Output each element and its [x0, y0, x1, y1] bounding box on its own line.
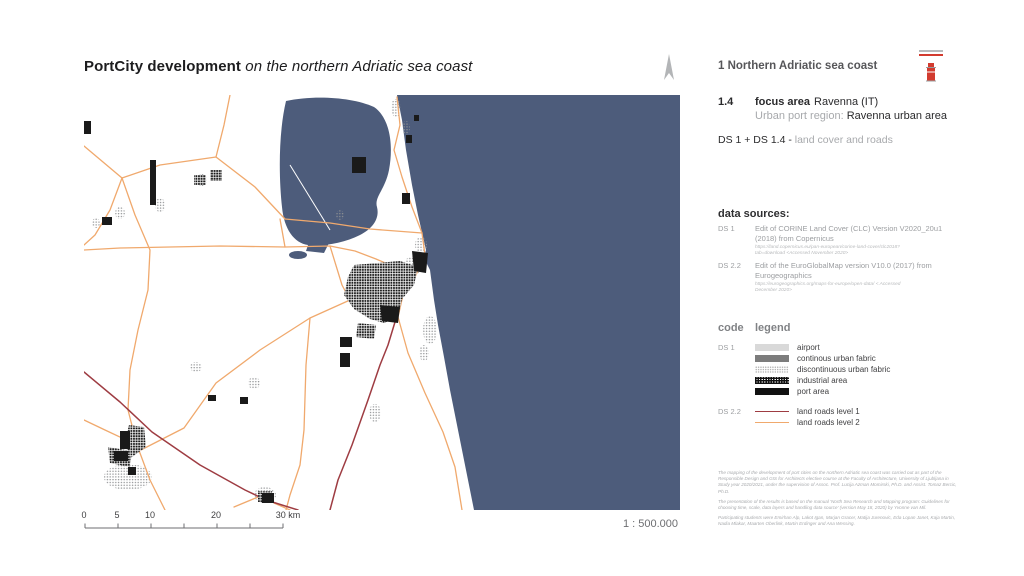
legend-heading: legend: [755, 322, 791, 334]
urban-port-region-value: Ravenna urban area: [846, 110, 948, 122]
logo-text-line-red: [919, 54, 943, 56]
legend: [718, 342, 963, 428]
footnote-paragraph: The presentation of the results is based on the manual 'North Sea Research and Mapping program: Guidelines for choosing time, scale, data layers and handling data source' (version May 18, 2020) by Yvonne van Mil.: [718, 498, 950, 510]
data-sources-heading: data sources:: [718, 208, 790, 220]
legend-label: port area: [797, 387, 830, 396]
footnote-paragraph: Participating students were Emirhan Alp, Lakot Igan, Marjan Gracer, Matija Jurenovic, Eda Lopan Janet, Kaja Martin, Nadia Mlakar, Maarten Oberlink, Martin Erdinger and Ana Wessing.: [718, 515, 956, 527]
road-level2-swatch: [755, 422, 789, 423]
sea-polygon: [397, 95, 680, 510]
legend-ds1-code: DS 1: [718, 343, 735, 352]
legend-row-airport: [718, 342, 963, 353]
data-source-url: https://eurogeographics.org/maps-for-europe/open-data/ < Accessed December 2020>: [755, 281, 901, 293]
scalebar-label-10: 10: [144, 510, 156, 520]
legend-row-roads-level1: [718, 406, 963, 417]
page-title-italic: on the northern Adriatic sea coast: [241, 58, 473, 75]
legend-row-port: [718, 386, 963, 397]
scalebar-ruler: [84, 522, 284, 530]
lighthouse-icon: [918, 57, 944, 83]
dataset-line: [718, 134, 893, 146]
page-title-bold: PortCity development: [84, 58, 242, 75]
legend-label: continous urban fabric: [797, 354, 876, 363]
scalebar-label-5: 5: [114, 510, 120, 520]
scalebar: [81, 510, 304, 536]
airport-swatch: [755, 344, 789, 351]
road-level1-swatch: [755, 411, 789, 412]
legend-row-industrial: [718, 375, 963, 386]
map-canvas: [84, 95, 680, 510]
data-source-row: [718, 224, 963, 257]
north-arrow-icon: [658, 52, 680, 84]
port-area-swatch: [755, 388, 789, 395]
legend-label: land roads level 1: [797, 407, 860, 416]
legend-label: discontinuous urban fabric: [797, 365, 891, 374]
urban-port-region-label: Urban port region:: [755, 110, 844, 122]
legend-label: industrial area: [797, 376, 848, 385]
focus-area-label: focus area: [755, 96, 811, 108]
lighthouse-logo: [918, 50, 944, 84]
footnote: [718, 470, 958, 532]
page-title: [84, 58, 472, 75]
focus-area-code: 1.4: [718, 96, 734, 108]
data-source-code: DS 1: [718, 224, 735, 233]
legend-ds22-code: DS 2.2: [718, 407, 741, 416]
lagoon-pond: [289, 251, 307, 259]
map-scale-ratio: 1 : 500.000: [622, 518, 678, 530]
scalebar-label-20: 20: [210, 510, 222, 520]
legend-label: land roads level 2: [797, 418, 860, 427]
data-source-row: [718, 261, 963, 294]
legend-label: airport: [797, 343, 820, 352]
scalebar-label-0: 0: [81, 510, 87, 520]
legend-row-continuous: [718, 353, 963, 364]
focus-area-block: [718, 96, 968, 122]
map-svg: [84, 95, 680, 510]
dataset-line-prefix: DS 1 + DS 1.4 -: [718, 134, 795, 146]
footnote-paragraph: The mapping of the development of port cities on the northern Adriatic sea coast was carried out as part of the Responsible Design and GIS for Architects elective course at the Faculty of Architecture, University of Ljubljana in Study year 2020/2021, under the supervision of Assoc. Prof. Lucija Azman Momirski, Ph.D. and Assist. Tomaz Bercic, Ph.D.: [718, 470, 957, 494]
data-source-text: Edit of CORINE Land Cover (CLC) Version V2020_20u1 (2018) from Copernicus: [755, 224, 943, 243]
discontinuous-urban-swatch: [755, 366, 789, 373]
scalebar-label-30: 30 km: [275, 510, 301, 520]
data-source-url: https://land.copernicus.eu/pan-european/corine-land-cover/clc2018?tab=download <Accessed November 2020>: [755, 244, 900, 256]
legend-headings: [718, 322, 790, 334]
legend-row-discontinuous: [718, 364, 963, 375]
panel-header: 1 Northern Adriatic sea coast: [718, 60, 878, 72]
continuous-urban-swatch: [755, 355, 789, 362]
legend-row-roads-level2: [718, 417, 963, 428]
data-source-text: Edit of the EuroGlobalMap version V10.0 (2017) from Eurogeographics: [755, 261, 932, 280]
focus-area-place: Ravenna (IT): [814, 96, 879, 108]
industrial-area-swatch: [755, 377, 789, 384]
dataset-line-suffix: land cover and roads: [794, 134, 893, 146]
code-heading: code: [718, 322, 744, 334]
logo-text-line-gray: [919, 50, 943, 52]
data-source-code: DS 2.2: [718, 261, 741, 270]
